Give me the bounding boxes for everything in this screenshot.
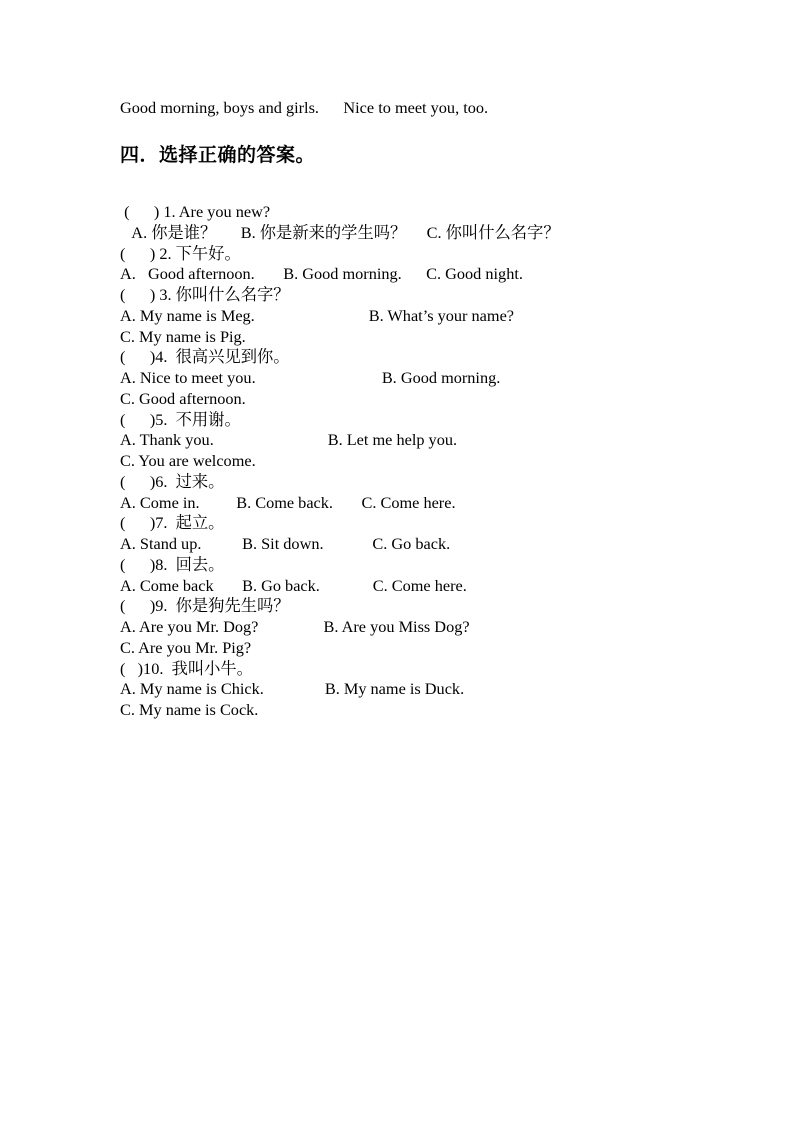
option-line: A. Good afternoon. B. Good morning. C. Good night. (120, 264, 523, 284)
question-stem: ( )9. 你是狗先生吗？ (120, 596, 290, 616)
question-stem: ( )6. 过来。 (120, 471, 225, 491)
question-stem: ( ) 3. 你叫什么名字？ (120, 285, 290, 304)
option-line: C. You are welcome. (120, 451, 256, 470)
question-3 (120, 285, 560, 347)
question-9 (120, 596, 560, 658)
question-stem: ( ) 1. Are you new? (120, 202, 271, 221)
option-line: A. 你是谁？ B. 你是新来的学生吗？ C. 你叫什么名字？ (120, 222, 560, 242)
question-stem: ( )5. 不用谢。 (120, 409, 241, 429)
question-2 (120, 244, 560, 286)
option-line: A. My name is Meg. B. What’s your name? (120, 305, 515, 325)
question-7 (120, 513, 560, 555)
question-5 (120, 410, 560, 472)
question-6 (120, 472, 560, 514)
option-line: C. Are you Mr. Pig? (120, 637, 252, 657)
option-line: A. My name is Chick. B. My name is Duck. (120, 679, 465, 699)
section-heading: 四．选择正确的答案。 (120, 145, 316, 166)
question-stem: ( )4. 很高兴见到你。 (120, 347, 290, 367)
question-8 (120, 555, 560, 597)
option-line: C. My name is Pig. (120, 326, 246, 346)
question-stem: ( ) 2. 下午好。 (120, 243, 241, 263)
option-line: A. Are you Mr. Dog? B. Are you Miss Dog? (120, 617, 470, 636)
intro-line: Good morning, boys and girls. Nice to meet you, too. (120, 98, 489, 117)
question-stem: ( )10. 我叫小牛。 (120, 658, 253, 678)
question-stem: ( )8. 回去。 (120, 554, 225, 574)
question-10 (120, 659, 560, 721)
option-line: A. Come in. B. Come back. C. Come here. (120, 492, 456, 512)
option-line: C. My name is Cock. (120, 700, 259, 719)
question-1 (120, 202, 560, 244)
option-line: A. Thank you. B. Let me help you. (120, 430, 458, 450)
question-4 (120, 347, 560, 409)
option-line: C. Good afternoon. (120, 388, 246, 408)
option-line: A. Nice to meet you. B. Good morning. (120, 368, 501, 387)
option-line: A. Come back B. Go back. C. Come here. (120, 575, 467, 595)
question-stem: ( )7. 起立。 (120, 513, 225, 533)
question-list (120, 202, 560, 721)
option-line: A. Stand up. B. Sit down. C. Go back. (120, 534, 451, 553)
